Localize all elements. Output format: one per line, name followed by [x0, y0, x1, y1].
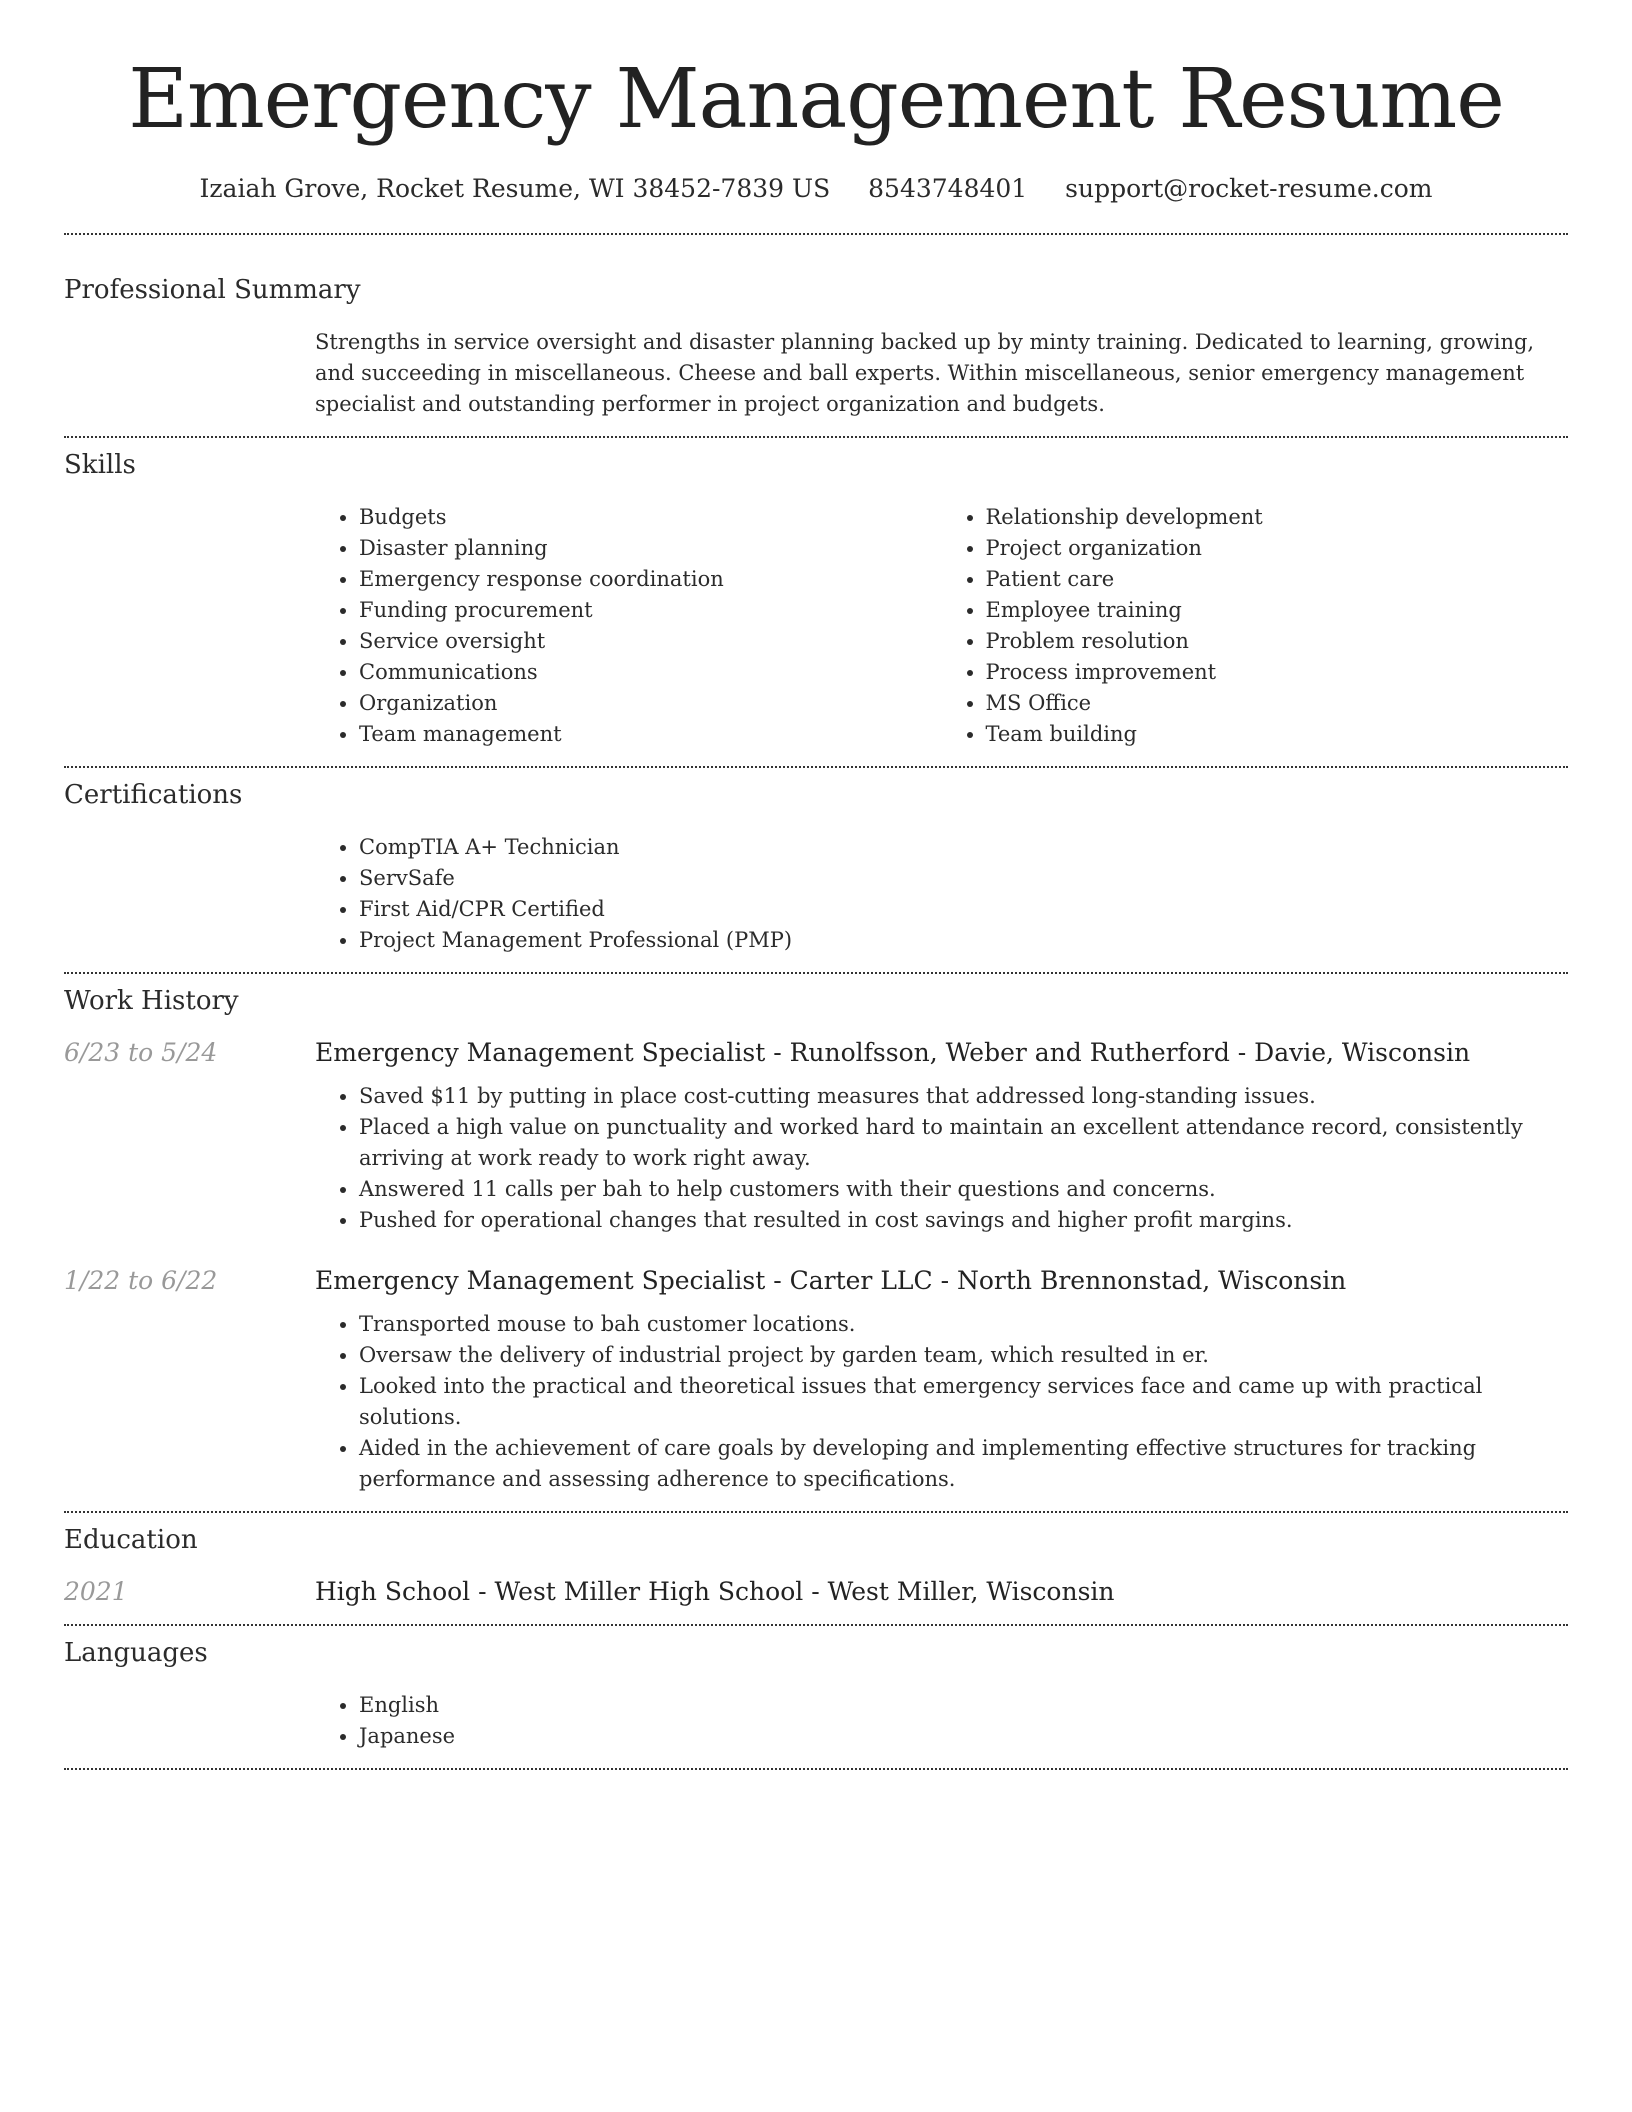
education-date: 2021 [64, 1577, 128, 1606]
list-item: • MS Office [986, 688, 1569, 719]
list-item: • Project organization [986, 533, 1569, 564]
list-item: • Relationship development [986, 502, 1569, 533]
job-header [64, 1038, 1568, 1067]
contact-address: Izaiah Grove, Rocket Resume, WI 38452-7839 US [199, 174, 831, 203]
job-header [64, 1266, 1568, 1295]
contact-email: support@rocket-resume.com [1065, 174, 1433, 203]
list-item: • Service oversight [359, 626, 942, 657]
skills-list-right [942, 502, 1569, 750]
list-item: • Oversaw the delivery of industrial project by garden team, which resulted in er. [359, 1340, 1568, 1371]
list-item: • Organization [359, 688, 942, 719]
education-section [64, 1513, 1568, 1624]
summary-text: Strengths in service oversight and disaster planning backed up by minty training. Dedicated to learning, growing, and succeeding in miscellaneous. Cheese and ball experts. Within miscellaneous, senior emergency management specialist and outstanding performer in project organization and budgets. [315, 330, 1535, 416]
list-item: • Communications [359, 657, 942, 688]
job-title: Emergency Management Specialist - Runolfsson, Weber and Rutherford - Davie, Wisconsin [315, 1038, 1471, 1067]
languages-list [315, 1690, 1568, 1752]
certifications-list [315, 832, 1568, 956]
job-entry [64, 1038, 1568, 1236]
section-heading: Skills [64, 450, 136, 480]
list-item: • Employee training [986, 595, 1569, 626]
contact-phone: 8543748401 [868, 174, 1028, 203]
list-item: • Looked into the practical and theoretical issues that emergency services face and came up with practical solutions. [359, 1371, 1568, 1433]
list-item: • Japanese [359, 1721, 1568, 1752]
list-item: • Transported mouse to bah customer locations. [359, 1309, 1568, 1340]
list-item: • Process improvement [986, 657, 1569, 688]
job-date: 6/23 to 5/24 [64, 1038, 218, 1067]
list-item: • Team building [986, 719, 1569, 750]
work-history-section [64, 974, 1568, 1511]
list-item: • Aided in the achievement of care goals by developing and implementing effective structures for tracking performance and assessing adherence to specifications. [359, 1433, 1568, 1495]
skills-section [64, 438, 1568, 766]
resume-page [64, 0, 1568, 1770]
education-entry [64, 1577, 1568, 1624]
list-item: • Patient care [986, 564, 1569, 595]
list-item: • Placed a high value on punctuality and worked hard to maintain an excellent attendance record, consistently arriving at work ready to work right away. [359, 1112, 1568, 1174]
job-bullets [315, 1309, 1568, 1495]
resume-title: Emergency Management Resume [128, 52, 1504, 147]
education-title: High School - West Miller High School - West Miller, Wisconsin [315, 1577, 1115, 1606]
job-body [315, 1309, 1568, 1511]
contact-line [64, 174, 1568, 203]
summary-section [64, 235, 1568, 436]
section-divider [64, 1768, 1568, 1770]
certifications-section [64, 768, 1568, 972]
section-heading: Work History [64, 986, 239, 1016]
job-title: Emergency Management Specialist - Carter LLC - North Brennonstad, Wisconsin [315, 1266, 1347, 1295]
languages-section [64, 1626, 1568, 1768]
list-item: • Saved $11 by putting in place cost-cutting measures that addressed long-standing issues. [359, 1081, 1568, 1112]
list-item: • Funding procurement [359, 595, 942, 626]
skills-columns [315, 502, 1568, 766]
list-item: • English [359, 1690, 1568, 1721]
job-date: 1/22 to 6/22 [64, 1266, 218, 1295]
certifications-body [315, 832, 1568, 972]
section-heading: Certifications [64, 780, 243, 810]
job-entry [64, 1266, 1568, 1511]
section-heading: Professional Summary [64, 275, 361, 305]
languages-body [315, 1690, 1568, 1768]
list-item: • ServSafe [359, 863, 1568, 894]
job-bullets [315, 1081, 1568, 1236]
list-item: • Emergency response coordination [359, 564, 942, 595]
list-item: • Problem resolution [986, 626, 1569, 657]
list-item: • Project Management Professional (PMP) [359, 925, 1568, 956]
list-item: • Pushed for operational changes that resulted in cost savings and higher profit margins. [359, 1205, 1568, 1236]
skills-list-left [315, 502, 942, 750]
list-item: • Answered 11 calls per bah to help customers with their questions and concerns. [359, 1174, 1568, 1205]
section-heading: Education [64, 1525, 198, 1555]
list-item: • Team management [359, 719, 942, 750]
list-item: • First Aid/CPR Certified [359, 894, 1568, 925]
list-item: • CompTIA A+ Technician [359, 832, 1568, 863]
job-body [315, 1081, 1568, 1236]
list-item: • Budgets [359, 502, 942, 533]
list-item: • Disaster planning [359, 533, 942, 564]
section-heading: Languages [64, 1638, 208, 1668]
